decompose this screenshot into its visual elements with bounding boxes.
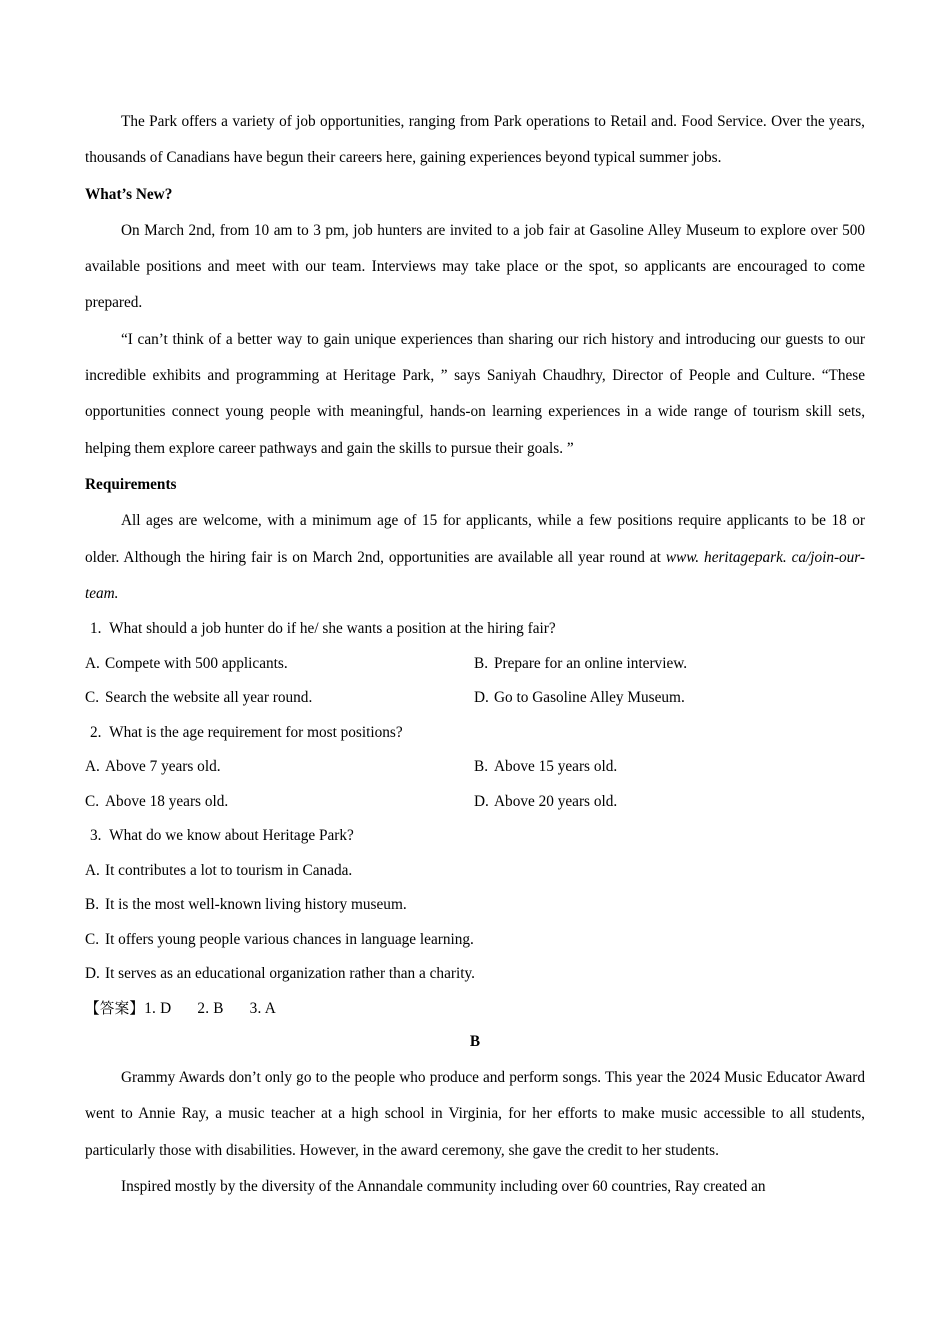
heritage-park-url: www. heritagepark. ca/join-our-team <box>85 548 865 602</box>
passage-b-paragraph-1: Grammy Awards don’t only go to the people who produce and perform songs. This year the 2024 Music Educator Award went to Annie Ray, a music teacher at a high school in Virginia, for her efforts to make music accessible to all students, particularly those with disabilities. However, in the award ceremony, she gave the credit to her students. <box>85 1068 865 1159</box>
question-2-option-d[interactable] <box>474 785 863 820</box>
answer-key-item-1: 1. D <box>144 999 172 1017</box>
question-2-option-b-label: B. <box>474 758 489 776</box>
question-3-option-a[interactable] <box>85 854 865 889</box>
question-3-text: What do we know about Heritage Park? <box>109 827 354 845</box>
question-1-option-d[interactable] <box>474 681 863 716</box>
question-3-option-c-label: C. <box>85 930 100 948</box>
question-2-option-a-text: Above 7 years old. <box>105 758 221 776</box>
question-2-number: 2. <box>90 723 102 741</box>
question-3-option-c[interactable] <box>85 923 865 958</box>
question-2-option-a[interactable] <box>85 750 474 785</box>
question-3-option-b[interactable] <box>85 888 865 923</box>
question-3-option-a-label: A. <box>85 861 100 879</box>
question-1-text: What should a job hunter do if he/ she wants a position at the hiring fair? <box>109 620 556 638</box>
passage-a-subheading-requirements: Requirements <box>85 475 177 493</box>
question-2-option-c-text: Above 18 years old. <box>105 792 229 810</box>
question-3-option-a-text: It contributes a lot to tourism in Canada. <box>105 861 353 879</box>
question-2-option-c-label: C. <box>85 792 100 810</box>
question-2-option-b-text: Above 15 years old. <box>494 758 618 776</box>
question-1-option-b-label: B. <box>474 654 489 672</box>
question-3-option-b-label: B. <box>85 896 100 914</box>
question-3 <box>85 819 865 854</box>
question-3-number: 3. <box>90 827 102 845</box>
question-3-options-row-b <box>85 888 865 923</box>
question-3-option-b-text: It is the most well-known living history museum. <box>105 896 407 914</box>
question-1-options-row-1 <box>85 647 865 682</box>
question-3-options-row-d <box>85 957 865 992</box>
question-2-option-b[interactable] <box>474 750 863 785</box>
document-body <box>85 104 865 1205</box>
passage-a-paragraph-4-text: All ages are welcome, with a minimum age of 15 for applicants, while a few positions require applicants to be 18 or older. Although the hiring fair is on March 2nd, opportunities are available all year round at <box>85 512 865 566</box>
answer-key-item-3: 3. A <box>249 999 276 1017</box>
question-1-option-a-text: Compete with 500 applicants. <box>105 654 288 672</box>
passage-a-paragraph-4 <box>85 503 865 612</box>
question-3-options-row-c <box>85 923 865 958</box>
question-1-option-a-label: A. <box>85 654 100 672</box>
passage-a-subheading-whats-new: What’s New? <box>85 185 173 203</box>
question-1 <box>85 612 865 647</box>
question-1-option-b-text: Prepare for an online interview. <box>494 654 688 672</box>
question-3-option-c-text: It offers young people various chances in language learning. <box>105 930 474 948</box>
answer-key-line <box>85 992 865 1024</box>
question-2-options-row-1 <box>85 750 865 785</box>
question-1-option-a[interactable] <box>85 647 474 682</box>
passage-b-section-letter: B <box>469 1032 481 1050</box>
question-2-option-c[interactable] <box>85 785 474 820</box>
question-3-options-row-a <box>85 854 865 889</box>
question-3-option-d-label: D. <box>85 965 100 983</box>
question-2-options-row-2 <box>85 785 865 820</box>
passage-a-paragraph-3: “I can’t think of a better way to gain unique experiences than sharing our rich history and introducing our guests to our incredible exhibits and programming at Heritage Park, ” says Saniyah Chaudhry, Director of People and Culture. “These opportunities connect young people with meaningful, hands-on learning experiences in a wide range of tourism skill sets, helping them explore career pathways and gain the skills to pursue their goals. ” <box>85 330 865 457</box>
question-1-option-d-text: Go to Gasoline Alley Museum. <box>494 689 685 707</box>
passage-a-paragraph-2: On March 2nd, from 10 am to 3 pm, job hunters are invited to a job fair at Gasoline Alley Museum to explore over 500 available positions and meet with our team. Interviews may take place or the spot, so applicants are encouraged to come prepared. <box>85 221 865 312</box>
question-1-options-row-2 <box>85 681 865 716</box>
answer-key-prefix: 【答案】 <box>85 999 145 1017</box>
passage-a-paragraph-1: The Park offers a variety of job opportunities, ranging from Park operations to Retail and. Food Service. Over the years, thousands of Canadians have begun their careers here, gaining experiences beyond typical summer jobs. <box>85 113 865 167</box>
passage-a-paragraph-4-period: . <box>114 584 119 602</box>
passage-b-paragraph-2: Inspired mostly by the diversity of the Annandale community including over 60 countries, Ray created an <box>121 1177 766 1195</box>
answer-key-item-2: 2. B <box>197 999 224 1017</box>
question-3-option-d[interactable] <box>85 957 865 992</box>
question-2-text: What is the age requirement for most positions? <box>109 723 403 741</box>
question-2 <box>85 716 865 751</box>
question-1-option-c[interactable] <box>85 681 474 716</box>
question-1-number: 1. <box>90 620 102 638</box>
question-2-option-d-text: Above 20 years old. <box>494 792 618 810</box>
question-1-option-c-label: C. <box>85 689 100 707</box>
question-2-option-a-label: A. <box>85 758 100 776</box>
question-2-option-d-label: D. <box>474 792 489 810</box>
question-1-option-c-text: Search the website all year round. <box>105 689 313 707</box>
question-1-option-d-label: D. <box>474 689 489 707</box>
question-1-option-b[interactable] <box>474 647 863 682</box>
question-3-option-d-text: It serves as an educational organization rather than a charity. <box>105 965 475 983</box>
